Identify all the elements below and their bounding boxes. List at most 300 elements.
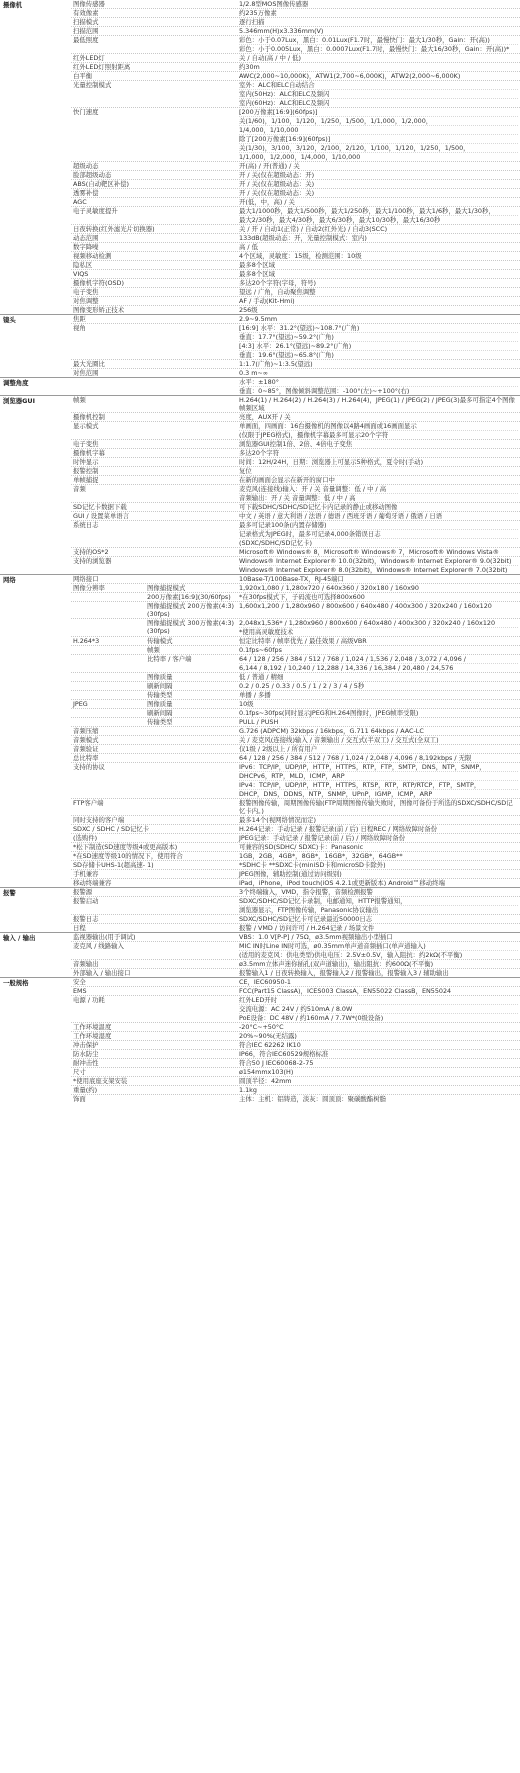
spec-values bbox=[236, 996, 520, 1022]
spec-label: 网络接口 bbox=[73, 575, 99, 583]
spec-value: 彩色：小于0.005Lux，黑白：0.0007Lux(F1.7时，最慢快门：最大16/30秒，Gain：开(高))* bbox=[239, 44, 518, 53]
spec-row bbox=[71, 269, 520, 278]
spec-label: 报警控制 bbox=[73, 467, 99, 475]
spec-label: 重量(约) bbox=[73, 1086, 98, 1094]
spec-row bbox=[71, 466, 520, 475]
spec-row bbox=[71, 242, 520, 251]
spec-values bbox=[236, 1086, 520, 1094]
spec-value: *在30fps模式下，子码流也可选择800x600 bbox=[239, 593, 365, 601]
spec-value: 望远 / 广角，自动聚焦调整 bbox=[239, 288, 316, 296]
spec-value: iPad，iPhone，iPod touch(iOS 4.2.1或更新版本) Android™移动终端 bbox=[239, 879, 445, 887]
spec-values bbox=[236, 673, 520, 681]
section-rows bbox=[70, 396, 520, 574]
spec-value: [200万像素[16:9](60fps)] bbox=[239, 108, 318, 116]
spec-value: *SDHC卡 **SDXC卡(miniSD卡和microSD卡除外) bbox=[239, 861, 386, 869]
spec-value: 开(低，中，高) / 关 bbox=[239, 198, 295, 206]
spec-sublabel: 刷新间隔 bbox=[147, 682, 173, 690]
spec-sublabel: 图像质量 bbox=[147, 700, 173, 708]
spec-section bbox=[0, 887, 520, 932]
spec-label: 时钟显示 bbox=[73, 458, 99, 466]
spec-label: 音频输出 bbox=[73, 960, 99, 968]
spec-label: 白平衡 bbox=[73, 72, 93, 80]
spec-values bbox=[236, 637, 520, 645]
spec-value: *使用高灵敏度技术 bbox=[239, 627, 518, 636]
spec-section bbox=[0, 377, 520, 395]
spec-value: 64 / 128 / 256 / 384 / 512 / 768 / 1,024 / 1,536 / 2,048 / 3,072 / 4,096 / bbox=[239, 655, 466, 663]
spec-label: 防水防尘 bbox=[73, 1050, 99, 1058]
spec-values bbox=[236, 422, 520, 439]
spec-value: 约30m bbox=[239, 63, 260, 71]
spec-row bbox=[71, 933, 520, 941]
spec-label: 摄像机字幕 bbox=[73, 449, 105, 457]
spec-label: H.264*3 bbox=[73, 637, 100, 645]
spec-row bbox=[71, 520, 520, 547]
spec-values bbox=[236, 825, 520, 833]
spec-value: 0.1fps~30fps(同时显示JPEG和H.264图像时，JPEG帧率受限) bbox=[239, 709, 419, 717]
spec-value: 最多8个区域 bbox=[239, 261, 276, 269]
spec-values bbox=[236, 987, 520, 995]
spec-values bbox=[236, 727, 520, 735]
spec-row bbox=[71, 378, 520, 395]
spec-label: 音频模式 bbox=[73, 736, 99, 744]
spec-values bbox=[236, 1050, 520, 1058]
spec-label: 音频 bbox=[73, 485, 86, 493]
spec-value: 64 / 128 / 256 / 384 / 512 / 768 / 1,024 / 2,048 / 4,096 / 8,192kbps / 无限 bbox=[239, 754, 472, 762]
spec-values bbox=[236, 978, 520, 986]
spec-row bbox=[71, 842, 520, 851]
spec-values bbox=[236, 297, 520, 305]
spec-label: 隐私区 bbox=[73, 261, 93, 269]
spec-row bbox=[71, 315, 520, 323]
spec-section bbox=[0, 0, 520, 314]
spec-label: AGC bbox=[73, 198, 87, 206]
spec-values bbox=[236, 646, 520, 654]
spec-label: 电子变焦 bbox=[73, 440, 99, 448]
spec-values bbox=[236, 503, 520, 511]
spec-row bbox=[71, 1022, 520, 1031]
spec-row bbox=[71, 815, 520, 824]
spec-row bbox=[71, 547, 520, 556]
spec-label: ABS(自动靶区补偿) bbox=[73, 180, 130, 188]
spec-values bbox=[236, 396, 520, 412]
spec-values bbox=[236, 960, 520, 968]
spec-values bbox=[236, 18, 520, 26]
spec-row bbox=[71, 575, 520, 583]
spec-label: 电源 / 功耗 bbox=[73, 996, 105, 1004]
spec-value: 中文 / 英语 / 意大利语 / 法语 / 德语 / 西班牙语 / 葡萄牙语 / 俄语 / 日语 bbox=[239, 512, 443, 520]
spec-label: 脸部超级动态 bbox=[73, 171, 112, 179]
spec-row bbox=[71, 233, 520, 242]
section-title: 报警 bbox=[3, 889, 16, 897]
spec-label: 电子变焦 bbox=[73, 288, 99, 296]
spec-sublabel: 帧频 bbox=[147, 646, 160, 654]
spec-value: JPEG图像，辅助控制(通过访问级别) bbox=[239, 870, 342, 878]
spec-label: 支持的协议 bbox=[73, 763, 105, 771]
spec-row bbox=[71, 888, 520, 896]
spec-label: SDXC / SDHC / SD记忆卡 bbox=[73, 825, 150, 833]
spec-values bbox=[236, 1059, 520, 1067]
spec-row bbox=[71, 71, 520, 80]
spec-value: FCC(Part15 ClassA)，ICES003 ClassA，EN55022 ClassB，EN55024 bbox=[239, 987, 452, 995]
spec-row bbox=[71, 690, 520, 699]
spec-value: 256级 bbox=[239, 306, 258, 314]
spec-row bbox=[71, 995, 520, 1022]
spec-value: 浏览器显示，FTP图像传输，Panasonic协议输出 bbox=[239, 905, 518, 914]
spec-value: ø3.5mm立体声迷你插孔(双声道输出)，输出阻抗：约600Ω(不平衡) bbox=[239, 960, 434, 968]
spec-value: PoE设备：DC 48V / 约160mA / 7.7W*(0级设备) bbox=[239, 1013, 518, 1022]
spec-value: 最多可记录100条(内置存储器) bbox=[239, 521, 327, 529]
spec-value: 2.9~9.5mm bbox=[239, 315, 278, 323]
spec-row bbox=[71, 896, 520, 914]
spec-values bbox=[236, 843, 520, 851]
spec-values bbox=[236, 252, 520, 260]
spec-values bbox=[236, 279, 520, 287]
spec-label bbox=[71, 691, 145, 699]
spec-row bbox=[71, 251, 520, 260]
spec-value: IP66，符合IEC60529规格标准 bbox=[239, 1050, 329, 1058]
spec-row bbox=[71, 986, 520, 995]
spec-label: *使用底座支架安装 bbox=[73, 1077, 128, 1085]
spec-value: PULL / PUSH bbox=[239, 718, 279, 726]
spec-label: 图像变形矫正技术 bbox=[73, 306, 125, 314]
spec-label: 快门速度 bbox=[73, 108, 99, 116]
spec-value: DHCPv6，RTP，MLD，ICMP，ARP bbox=[239, 771, 518, 780]
spec-row bbox=[71, 278, 520, 287]
spec-label: 摄像机控制 bbox=[73, 413, 105, 421]
spec-values bbox=[236, 108, 520, 161]
spec-sublabel: 图像质量 bbox=[147, 673, 173, 681]
spec-row bbox=[71, 197, 520, 206]
spec-values bbox=[236, 198, 520, 206]
spec-sublabel: 图像捕捉模式 200万像素(4:3)(30fps) bbox=[147, 602, 235, 618]
spec-values bbox=[236, 54, 520, 62]
spec-row bbox=[71, 35, 520, 53]
spec-values bbox=[236, 288, 520, 296]
spec-values bbox=[236, 162, 520, 170]
spec-values bbox=[236, 180, 520, 188]
spec-row bbox=[71, 681, 520, 690]
spec-row bbox=[71, 556, 520, 574]
spec-label: 报警启动 bbox=[73, 897, 99, 905]
spec-value: 垂直：19.6°(望远)~65.8°(广角) bbox=[239, 350, 518, 359]
spec-row bbox=[71, 475, 520, 484]
spec-values bbox=[236, 512, 520, 520]
spec-label: 音频压缩 bbox=[73, 727, 99, 735]
spec-row bbox=[71, 359, 520, 368]
spec-values bbox=[236, 933, 520, 941]
spec-row bbox=[71, 448, 520, 457]
spec-row bbox=[71, 744, 520, 753]
spec-value: 圆顶半径：42mm bbox=[239, 1077, 292, 1085]
spec-row bbox=[71, 968, 520, 977]
spec-label: JPEG bbox=[73, 700, 88, 708]
spec-value: 室内(60Hz)：ALC和ELC及频闪 bbox=[239, 98, 518, 107]
spec-label: 手机兼容 bbox=[73, 870, 99, 878]
spec-row bbox=[71, 645, 520, 654]
spec-value: 0.1fps~60fps bbox=[239, 646, 282, 654]
spec-label bbox=[71, 619, 145, 636]
section-title: 摄像机 bbox=[3, 1, 23, 9]
section-title: 网络 bbox=[3, 576, 16, 584]
spec-row bbox=[71, 368, 520, 377]
spec-value: [4:3] 水平：26.1°(望远)~89.2°(广角) bbox=[239, 341, 518, 350]
spec-values bbox=[236, 449, 520, 457]
spec-value: 室外：ALC和ELC自动结合 bbox=[239, 81, 315, 89]
spec-label: 显示模式 bbox=[73, 422, 99, 430]
spec-values bbox=[236, 9, 520, 17]
spec-label: *在SD速度等级10的情况下，使用符合 bbox=[73, 852, 183, 860]
spec-value: 1/1,000，1/2,000，1/4,000，1/10,000 bbox=[239, 152, 518, 161]
spec-value: 1:1.7(广角)~1:3.5(望远) bbox=[239, 360, 313, 368]
spec-label: 帧频 bbox=[73, 396, 86, 404]
spec-value: 逐行扫描 bbox=[239, 18, 265, 26]
spec-value: 主体：主机：铝铸造，淡灰：圆顶顶：聚碳酸酯树脂 bbox=[239, 1095, 386, 1103]
spec-value: CE，IEC60950-1 bbox=[239, 978, 291, 986]
spec-value: 垂直：17.7°(望远)~59.2°(广角) bbox=[239, 332, 518, 341]
spec-value: MIC IN时Line IN时可选，ø0.35mm单声道音频插口(单声道输入) bbox=[239, 942, 426, 950]
spec-values bbox=[236, 897, 520, 914]
spec-value: 多达20个字符(字母，符号) bbox=[239, 279, 317, 287]
spec-row bbox=[71, 511, 520, 520]
spec-values bbox=[236, 709, 520, 717]
spec-label: 冲击保护 bbox=[73, 1041, 99, 1049]
spec-row bbox=[71, 0, 520, 8]
spec-value: 除了[200万像素[16:9](60fps)] bbox=[239, 134, 518, 143]
spec-label: 饰面 bbox=[73, 1095, 86, 1103]
spec-row bbox=[71, 170, 520, 179]
spec-values bbox=[236, 476, 520, 484]
spec-value: 关 / 开 / 自动1(正常) / 自动2(红外光) / 自动3(SCC) bbox=[239, 225, 388, 233]
spec-value: 2,048x1,536* / 1,280x960 / 800x600 / 640x480 / 400x300 / 320x240 / 160x120 bbox=[239, 619, 496, 627]
spec-label: 单帧捕捉 bbox=[73, 476, 99, 484]
spec-value: AWC(2,000~10,000K)，ATW1(2,700~6,000K)，ATW2(2,000~6,000K) bbox=[239, 72, 461, 80]
spec-label bbox=[71, 682, 145, 690]
spec-row bbox=[71, 753, 520, 762]
spec-values bbox=[236, 593, 520, 601]
spec-values bbox=[236, 261, 520, 269]
spec-label: 总比特率 bbox=[73, 754, 99, 762]
spec-values bbox=[236, 548, 520, 556]
spec-label: 图像分辨率 bbox=[73, 584, 105, 592]
spec-row bbox=[71, 717, 520, 726]
spec-values bbox=[236, 799, 520, 815]
spec-values bbox=[236, 924, 520, 932]
spec-row bbox=[71, 869, 520, 878]
spec-value: SDXC/SDHC/SD记忆卡录制，电邮通知，HTTP报警通知， bbox=[239, 897, 407, 905]
spec-value: 彩色：小于0.07Lux，黑白：0.01Lux(F1.7时，最慢快门：最大1/30秒，Gain：开(高)) bbox=[239, 36, 490, 44]
spec-value: 亮度，AUX开 / 关 bbox=[239, 413, 291, 421]
spec-values bbox=[236, 1068, 520, 1076]
spec-values bbox=[236, 369, 520, 377]
section-rows bbox=[70, 575, 520, 887]
spec-value: 1.1kg bbox=[239, 1086, 257, 1094]
spec-value: 133dB(超级动态：开，光量控制模式：室内) bbox=[239, 234, 367, 242]
spec-value: ø154mmx103(H) bbox=[239, 1068, 294, 1076]
spec-values bbox=[236, 619, 520, 636]
spec-row bbox=[71, 618, 520, 636]
spec-values bbox=[236, 1095, 520, 1103]
spec-label: SD记忆卡数据下载 bbox=[73, 503, 127, 511]
spec-row bbox=[71, 654, 520, 672]
spec-label bbox=[71, 655, 145, 672]
spec-values bbox=[236, 81, 520, 107]
spec-values bbox=[236, 36, 520, 53]
spec-row bbox=[71, 708, 520, 717]
spec-label: 报警日志 bbox=[73, 915, 99, 923]
spec-value: 报警输入1 / 日夜转换输入，报警输入2 / 报警输出，报警输入3 / 辅助输出 bbox=[239, 969, 449, 977]
spec-value: 1/2.8型MOS图像传感器 bbox=[239, 0, 309, 8]
spec-value: 最多8个区域 bbox=[239, 270, 276, 278]
spec-value: IPv6：TCP/IP，UDP/IP，HTTP，HTTPS，RTP，FTP，SMTP，DNS，NTP，SNMP， bbox=[239, 763, 486, 771]
section-title: 调整角度 bbox=[3, 379, 29, 387]
spec-row bbox=[71, 735, 520, 744]
spec-row bbox=[71, 798, 520, 815]
spec-value: IPv4：TCP/IP，UDP/IP，HTTP，HTTPS，RTSP，RTP，RTP/RTCP，FTP，SMTP， bbox=[239, 780, 518, 789]
spec-values bbox=[236, 315, 520, 323]
section-rows bbox=[70, 978, 520, 1103]
spec-values bbox=[236, 225, 520, 233]
spec-values bbox=[236, 942, 520, 959]
spec-label: 视频移动检测 bbox=[73, 252, 112, 260]
spec-label bbox=[71, 602, 145, 618]
spec-label: 焦距 bbox=[73, 315, 86, 323]
spec-values bbox=[236, 879, 520, 887]
spec-row bbox=[71, 161, 520, 170]
spec-label bbox=[71, 709, 145, 717]
spec-values bbox=[236, 557, 520, 574]
spec-label: *松下制造(SD速度等级4或更高版本) bbox=[73, 843, 178, 851]
spec-label: 对焦调整 bbox=[73, 297, 99, 305]
spec-values bbox=[236, 870, 520, 878]
spec-row bbox=[71, 860, 520, 869]
spec-row bbox=[71, 923, 520, 932]
spec-sublabel: 传输模式 bbox=[147, 637, 173, 645]
spec-value: 红外LED开时 bbox=[239, 996, 278, 1004]
spec-label: 扫描模式 bbox=[73, 18, 99, 26]
spec-label: 耐冲击性 bbox=[73, 1059, 99, 1067]
spec-values bbox=[236, 360, 520, 368]
spec-value: 单画面，四画面：16台摄像机的图像以4路4画面或16画面显示 bbox=[239, 422, 417, 430]
spec-row bbox=[71, 1040, 520, 1049]
spec-label: GUI / 设置菜单语言 bbox=[73, 512, 130, 520]
spec-values bbox=[236, 1032, 520, 1040]
spec-values bbox=[236, 834, 520, 842]
spec-row bbox=[71, 762, 520, 798]
spec-value: 交流电源：AC 24V / 约510mA / 8.0W bbox=[239, 1004, 518, 1013]
spec-values bbox=[236, 736, 520, 744]
spec-value: 开 / 关(仅在超级动态：开) bbox=[239, 171, 315, 179]
spec-row bbox=[71, 62, 520, 71]
spec-row bbox=[71, 17, 520, 26]
spec-row bbox=[71, 1031, 520, 1040]
section-rows bbox=[70, 315, 520, 377]
spec-row bbox=[71, 8, 520, 17]
spec-label: EMS bbox=[73, 987, 87, 995]
spec-value: 开(高) / 开(普通) / 关 bbox=[239, 162, 300, 170]
spec-row bbox=[71, 421, 520, 439]
spec-row bbox=[71, 179, 520, 188]
spec-row bbox=[71, 224, 520, 233]
spec-value: VBS：1.0 V[P-P] / 75Ω，ø3.5mm视频输出小型插口 bbox=[239, 933, 393, 941]
spec-row bbox=[71, 53, 520, 62]
spec-values bbox=[236, 485, 520, 502]
spec-value: 麦克风(连接线)输入：开 / 关 音量调整：低 / 中 / 高 bbox=[239, 485, 387, 493]
spec-row bbox=[71, 1094, 520, 1103]
spec-value: 0.3 m~∞ bbox=[239, 369, 269, 377]
spec-values bbox=[236, 324, 520, 359]
spec-label: 摄像机字符(OSD) bbox=[73, 279, 124, 287]
spec-value: 3个终端输入，VMD，指令报警，音频检测报警 bbox=[239, 888, 373, 896]
spec-label: 动态范围 bbox=[73, 234, 99, 242]
spec-row bbox=[71, 206, 520, 224]
spec-row bbox=[71, 914, 520, 923]
spec-values bbox=[236, 655, 520, 672]
spec-row bbox=[71, 26, 520, 35]
spec-row bbox=[71, 188, 520, 197]
spec-values bbox=[236, 682, 520, 690]
spec-value: 室内(50Hz)：ALC和ELC及频闪 bbox=[239, 89, 518, 98]
spec-values bbox=[236, 602, 520, 618]
spec-row bbox=[71, 833, 520, 842]
spec-values bbox=[236, 467, 520, 475]
spec-row bbox=[71, 1058, 520, 1067]
spec-values bbox=[236, 1077, 520, 1085]
spec-value: (仅限于JPEG格式)，摄像机字幕最多可显示20个字符 bbox=[239, 430, 518, 439]
spec-values bbox=[236, 915, 520, 923]
spec-values bbox=[236, 243, 520, 251]
spec-value: 报警图像传输，周期图像传输(FTP周期图像传输失败时，图像可备份于所选的SDXC/SDHC/SD记忆卡内。) bbox=[239, 799, 513, 815]
spec-values bbox=[236, 852, 520, 860]
spec-label: 工作环境湿度 bbox=[73, 1032, 112, 1040]
spec-value: 复位 bbox=[239, 467, 252, 475]
spec-label: 光量控制模式 bbox=[73, 81, 112, 89]
spec-label bbox=[71, 673, 145, 681]
spec-label: 红外LED灯 bbox=[73, 54, 105, 62]
spec-row bbox=[71, 592, 520, 601]
spec-row bbox=[71, 978, 520, 986]
spec-value: (适用的麦克风：供电类型)供电电压：2.5V±0.5V，输入阻抗：约2kΩ(不平衡) bbox=[239, 950, 518, 959]
spec-values bbox=[236, 584, 520, 592]
spec-row bbox=[71, 412, 520, 421]
spec-values bbox=[236, 72, 520, 80]
spec-value: 时间：12H/24H，日期：浏览器上可显示5种格式，夏令时(手动) bbox=[239, 458, 424, 466]
spec-row bbox=[71, 296, 520, 305]
spec-label: 图像传感器 bbox=[73, 0, 105, 8]
spec-label: 外部输入 / 输出接口 bbox=[73, 969, 131, 977]
spec-label: 日夜转换(红外滤光片切换器) bbox=[73, 225, 155, 233]
spec-row bbox=[71, 260, 520, 269]
spec-label: 系统日志 bbox=[73, 521, 99, 529]
spec-values bbox=[236, 700, 520, 708]
spec-label: 对焦范围 bbox=[73, 369, 99, 377]
spec-row bbox=[71, 396, 520, 412]
spec-section bbox=[0, 395, 520, 574]
spec-values bbox=[236, 1041, 520, 1049]
spec-label: 红外LED灯照射距离 bbox=[73, 63, 131, 71]
spec-label: 日程 bbox=[73, 924, 86, 932]
spec-value: 5.346mm(H)x3.336mm(V) bbox=[239, 27, 324, 35]
spec-label: 最大光圈比 bbox=[73, 360, 105, 368]
spec-values bbox=[236, 575, 520, 583]
spec-row bbox=[71, 484, 520, 502]
spec-value: JPEG记录：手动记录 / 报警记录(前 / 后) / 网络故障时备份 bbox=[239, 834, 406, 842]
spec-section bbox=[0, 574, 520, 887]
spec-row bbox=[71, 726, 520, 735]
spec-value: 最大2/30秒，最大4/30秒，最大6/30秒，最大10/30秒，最大16/30秒 bbox=[239, 215, 518, 224]
spec-row bbox=[71, 959, 520, 968]
spec-value: 4个区域，灵敏度：15级，检测范围：10级 bbox=[239, 252, 362, 260]
spec-value: 高 / 低 bbox=[239, 243, 258, 251]
